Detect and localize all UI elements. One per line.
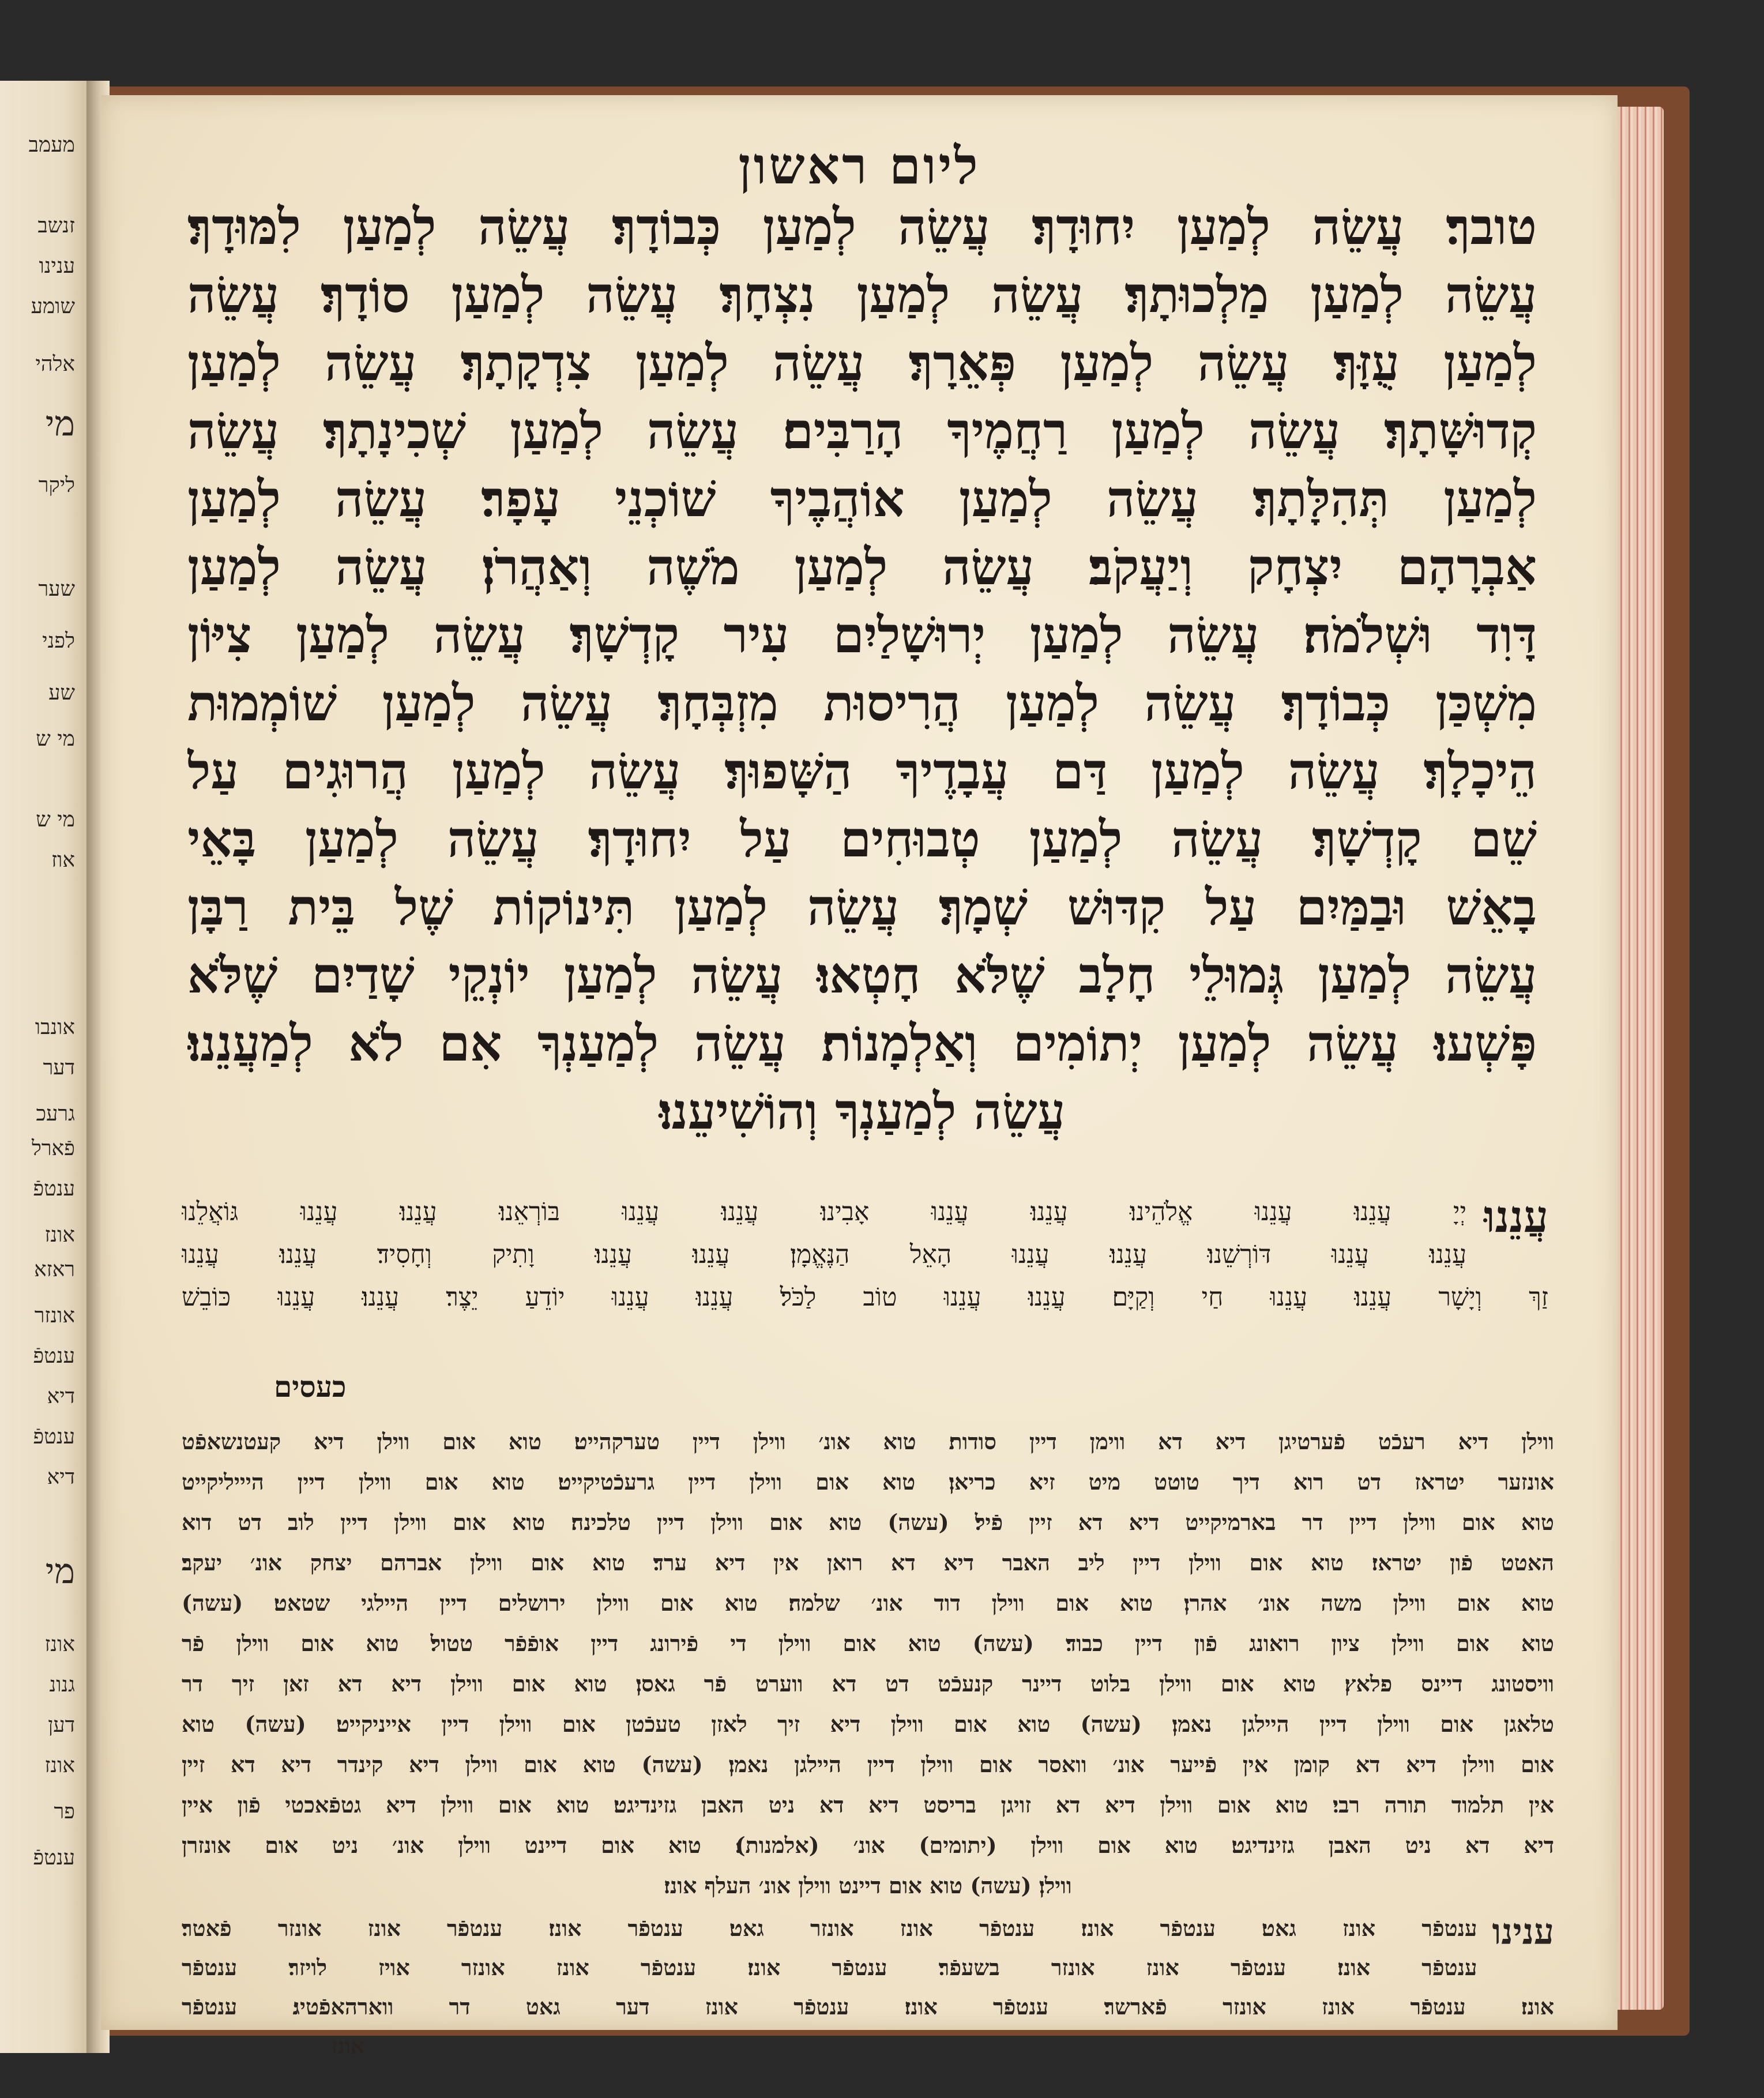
- left-page-fragment: דער: [43, 1056, 75, 1080]
- main-page: [101, 95, 1618, 2059]
- text-line: קְדוּשָּׁתָךְ׃ עֲשֵׂה לְמַעַן רַחֲמֶיךָ הָרַבִּים׃ עֲשֵׂה לְמַעַן שְׁכִינָתָךְ׃ עֲשֵׂה: [187, 402, 1537, 460]
- left-page-fragment: אוז: [51, 848, 75, 872]
- yiddish-answers-block: [182, 1909, 1554, 2066]
- yiddish-answers-line: אונז׃ ענטפֿר אונז אונזר פֿארשר׃ ענטפֿר אונז׃ ענטפֿר אונז דער גאט דר ווארהאפֿטיג׃ ענטפֿר: [182, 1994, 1554, 2020]
- yiddish-line: ווילן׃ (עשה) טוא אום דיינט ווילן אונ׳ העלף אונז׃: [664, 1873, 1072, 1898]
- text-line: לְמַעַן תְּהִלָּתָךְ׃ עֲשֵׂה לְמַעַן אוֹהֲבֶיךָ שׁוֹכְנֵי עָפָר׃ עֲשֵׂה לְמַעַן: [187, 470, 1537, 528]
- answers-line: יְיָ עֲנֵנוּ׃ עֲנֵנוּ אֱלֹהֵינוּ׃ עֲנֵנוּ׃ עֲנֵנוּ אָבִינוּ׃ עֲנֵנוּ׃ עֲנֵנוּ בּוֹרְאֵנוּ׃ עֲנֵנוּ׃ עֲנֵנוּ גּוֹאֲלֵנוּ: [182, 1197, 1467, 1227]
- left-page-fragment: אונז: [44, 1223, 75, 1247]
- left-page-fragment: אונבו: [35, 1016, 75, 1039]
- left-page-fragment: שער: [38, 577, 75, 601]
- left-page-fragment: פר: [54, 1800, 75, 1823]
- yiddish-line: אונזער יטראז דט רוא דיך טוטט מיט זיא כריאן׃ טוא אום ווילן דיין גרעכֿטיקייט׃ טוא אום ווילן דיין היייליקייט: [182, 1469, 1554, 1495]
- yiddish-answers-line: ענטפֿר אונז׃ ענטפֿר אונז אונזר בשעפֿר׃ ענטפֿר אונז׃ ענטפֿר אונז אונזר אויז לויזר׃ ענטפֿר: [182, 1954, 1477, 1980]
- text-line: טובך׃ עֲשֵׂה לְמַעַן יִחוּדָךְ׃ עֲשֵׂה לְמַעַן כְּבוֹדָךְ׃ עֲשֵׂה לְמַעַן לִמּוּדָךְ׃: [187, 198, 1537, 256]
- text-line: עֲשֵׂה לְמַעַן מַלְכוּתָךְ׃ עֲשֵׂה לְמַעַן נִצְחָךְ׃ עֲשֵׂה לְמַעַן סוֹדָךְ׃ עֲשֵׂה: [187, 266, 1537, 324]
- answers-line: זַךְ וְיָשָׁר עֲנֵנוּ׃ עֲנֵנוּ חַי וְקַיָּם׃ עֲנֵנוּ׃ עֲנֵנוּ טוֹב לַכֹּל׃ עֲנֵנוּ׃ עֲנֵנוּ יוֹדֵעַ יֵצֶר׃ עֲנֵנוּ׃ עֲנֵנוּ כּוֹבֵשׁ: [182, 1283, 1548, 1312]
- left-page-fragment: מי ש: [36, 727, 75, 751]
- left-page-fragment: דיא: [47, 1465, 75, 1489]
- text-line: הֵיכָלָךְ׃ עֲשֵׂה לְמַעַן דַּם עֲבָדֶיךָ הַשָּׁפוּךְ׃ עֲשֵׂה לְמַעַן הֲרוּגִים עַל: [187, 742, 1537, 800]
- answers-lead-word: עֲנֵנוּ: [1484, 1191, 1548, 1242]
- main-text-block: [187, 193, 1537, 1146]
- left-page-fragment: אונז: [44, 1754, 75, 1777]
- yiddish-line: דיא דא ניט האבן גזינדיגט׃ טוא אום ווילן (יתומים) אונ׳ (אלמנות)׃ טוא אום דיינט ווילן אונ׳ ניט אום אונזרן: [182, 1832, 1554, 1858]
- left-page-fragment: ענינו: [39, 254, 75, 278]
- yiddish-line: טוא אום ווילן משה אונ׳ אהרן׃ טוא אום ווילן דוד אונ׳ שלמה׃ טוא אום ווילן ירושלים דיין היילגי שטאט׃ (עשה): [182, 1590, 1554, 1616]
- text-line: עֲשֵׂה לְמַעַן גְּמוּלֵי חָלָב שֶׁלֹּא חָטְאוּ׃ עֲשֵׂה לְמַעַן יוֹנְקֵי שָׁדַיִם שֶׁלֹּא: [187, 946, 1537, 1005]
- left-page-fragment: פֿארל: [32, 1137, 75, 1160]
- left-page-fragment: אונז: [44, 1633, 75, 1656]
- text-line: לְמַעַן עֻזָּךְ׃ עֲשֵׂה לְמַעַן פְּאֵרָךְ׃ עֲשֵׂה לְמַעַן צִדְקָתָךְ׃ עֲשֵׂה לְמַעַן: [187, 334, 1537, 392]
- text-line: פָּשְׁעוּ׃ עֲשֵׂה לְמַעַן יְתוֹמִים וְאַלְמָנוֹת׃ עֲשֵׂה לְמַעַנְךָ אִם לֹא לְמַעֲנֵנוּ׃: [187, 1014, 1537, 1073]
- left-page-fragment: שע: [48, 681, 75, 705]
- left-page-fragment: מי ש: [36, 808, 75, 832]
- left-page-fragment: מי: [45, 1551, 75, 1592]
- answers-line: עֲנֵנוּ׃ עֲנֵנוּ דּוֹרְשֵׁנוּ׃ עֲנֵנוּ׃ עֲנֵנוּ הָאֵל הַנֶּאֱמָן׃ עֲנֵנוּ׃ עֲנֵנוּ׃ וָתִיק וְחָסִיד׃ עֲנֵנוּ׃ עֲנֵנוּ: [182, 1240, 1467, 1269]
- left-page-fragment: ראזא: [34, 1258, 75, 1281]
- yiddish-line: טוא אום ווילן דיין דר בארמיקייט דיא דא זיין פֿיל׃ (עשה) טוא אום ווילן דיין טלכינה׃ טוא אום ווילן דיין לוב דט דוא: [182, 1509, 1554, 1535]
- text-line: עֲשֵׂה לְמַעַנְךָ וְהוֹשִׁיעֵנוּ׃: [659, 1082, 1066, 1141]
- yiddish-translation-block: [182, 1422, 1554, 1906]
- yiddish-line: אום ווילן דיא דא קומן אין פֿייער אונ׳ וואסר אום ווילן דיין היילגן נאמן׃ (עשה) טוא אום ווילן דיא קינדר דיא דא זיין: [182, 1751, 1554, 1777]
- catchword: כעסים: [274, 1370, 347, 1404]
- left-facing-page: [0, 81, 92, 2053]
- page-title: ליום ראשון: [738, 136, 980, 195]
- yiddish-answers-lines: [182, 1909, 1554, 2066]
- text-line: שֵׁם קָדְשָׁךְ׃ עֲשֵׂה לְמַעַן טְבוּחִים עַל יִחוּדָךְ׃ עֲשֵׂה לְמַעַן בָּאֵי: [187, 810, 1537, 868]
- text-line: אַבְרָהָם יִצְחָק וְיַעֲקֹב׃ עֲשֵׂה לְמַעַן מֹשֶׁה וְאַהֲרֹן׃ עֲשֵׂה לְמַעַן: [187, 538, 1537, 596]
- left-page-fragment: אלהי: [35, 352, 75, 376]
- left-page-fragment: ליקר: [38, 473, 75, 497]
- left-page-fragment: דיא: [47, 1385, 75, 1408]
- yiddish-line: טוא אום ווילן ציון רואונג פֿון דיין כבוד׃ (עשה) טוא אום ווילן די פֿירונג דיין אופֿפֿר טטול׃ טוא אום ווילן פֿר: [182, 1630, 1554, 1656]
- left-page-fragment: שומע: [31, 295, 75, 318]
- left-page-fragment: אונזר: [34, 1304, 75, 1328]
- text-line: דָּוִד וּשְׁלֹמֹה׃ עֲשֵׂה לְמַעַן יְרוּשָׁלַיִם עִיר קָדְשָׁךְ׃ עֲשֵׂה לְמַעַן צִיּוֹן: [187, 606, 1537, 664]
- yiddish-answers-lead-word: ענינו: [1492, 1911, 1554, 1953]
- left-page-fragment: גרעכ: [36, 1102, 75, 1126]
- left-page-fragment: ענטפֿ: [33, 1177, 75, 1201]
- yiddish-line: וויסטונג דיינס פלאץ׃ טוא אום ווילן בלוט דיינר קנעכֿט דט דא ווערט פֿר גאסן׃ טוא אום ווילן דיא דא זאן זיך דר: [182, 1671, 1554, 1697]
- yiddish-answers-line: אונז: [332, 2033, 365, 2059]
- left-page-fragment: לפני: [42, 629, 75, 653]
- left-page-fragment: ענטפֿ: [33, 1846, 75, 1870]
- left-page-fragment: דען: [48, 1713, 75, 1737]
- yiddish-line: האטט פֿון יטראז׃ טוא אום ווילן דיין ליב האבר דיא דא רואן אין דיא ערד׃ טוא אום ווילן אברהם יצחק אונ׳ יעקב׃: [182, 1550, 1554, 1576]
- answers-lines: [182, 1191, 1548, 1319]
- left-page-fragment: ענטפֿ: [33, 1344, 75, 1368]
- left-page-fragment: מי: [45, 404, 75, 444]
- yiddish-line: אין תלמוד תורה רבי׃ טוא אום ווילן דיא דא זויגן בריסט דיא דא ניט האבן גזינדיגט׃ טוא אום ווילן דיא גטפֿאכטי פֿון איין: [182, 1792, 1554, 1818]
- left-page-fragment: ענטפֿ: [33, 1425, 75, 1449]
- left-page-fragment: זנשב: [37, 214, 75, 238]
- yiddish-line: טלאגן אום ווילן דיין היילגן נאמן׃ (עשה) טוא אום ווילן דיא זיך לאזן טעכֿטן אום ווילן דיין אייניקייט׃ (עשה) טוא: [182, 1711, 1554, 1737]
- answers-block: [182, 1191, 1548, 1319]
- text-line: מִשְׁכַּן כְּבוֹדָךְ׃ עֲשֵׂה לְמַעַן הֲרִיסוּת מִזְבְּחָךְ׃ עֲשֵׂה לְמַעַן שׁוֹמְמוּת: [187, 674, 1537, 732]
- left-page-fragment: גנונ: [49, 1673, 75, 1697]
- text-line: בָאֵשׁ וּבַמַּיִם עַל קִדּוּשׁ שְׁמָךְ׃ עֲשֵׂה לְמַעַן תִּינוֹקוֹת שֶׁל בֵּית רַבָּן: [187, 878, 1537, 937]
- yiddish-answers-line: ענטפֿר אונז גאט׃ ענטפֿר אונז׃ ענטפֿר אונז אונזר גאט׃ ענטפֿר אונז׃ ענטפֿר אונז אונזר פֿאטר׃: [182, 1915, 1477, 1941]
- yiddish-line: ווילן דיא רעכֿט פֿערטיגן דיא דא ווימן דיין סודות׃ טוא אונ׳ ווילן דיין טערקהייט׃ טוא אום ווילן דיא קעטנשאפֿט: [182, 1428, 1554, 1454]
- left-page-fragment: מעמב: [28, 133, 75, 157]
